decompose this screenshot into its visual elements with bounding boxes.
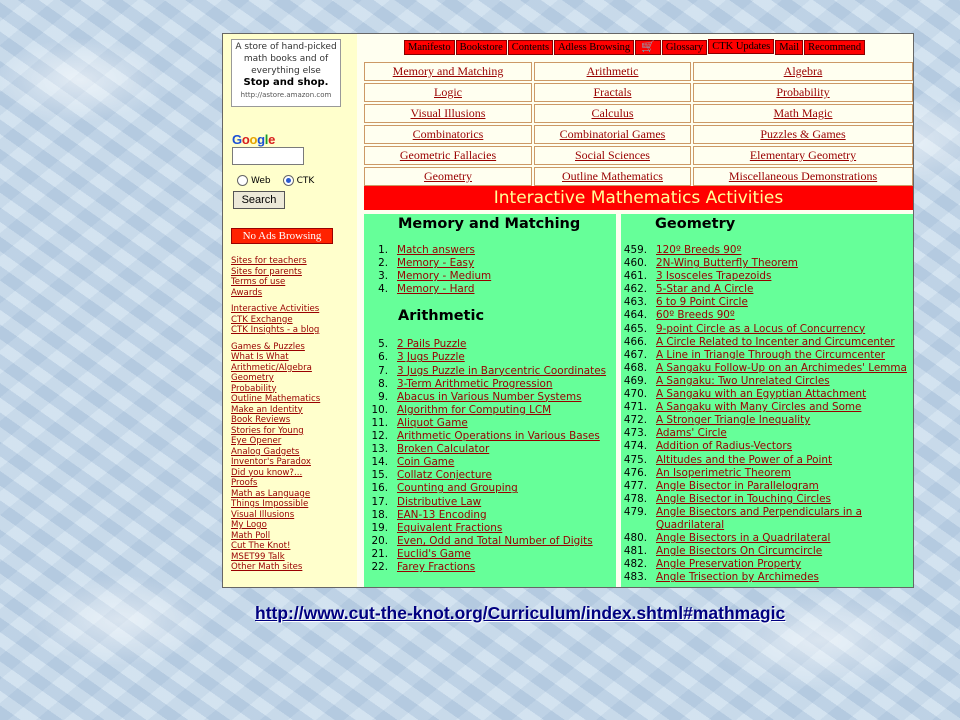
section-heading-arithmetic: Arithmetic: [398, 308, 485, 325]
list-item: [621, 545, 913, 558]
item-number: 461.: [623, 270, 647, 283]
browser-page: [222, 33, 914, 588]
sidebar-link[interactable]: Outline Mathematics: [231, 394, 321, 404]
item-number: 18.: [371, 508, 388, 521]
google-logo: [232, 132, 275, 147]
list-item: [621, 427, 913, 440]
list-item: [364, 391, 616, 404]
item-link[interactable]: Even, Odd and Total Number of Digits: [397, 534, 593, 547]
item-number: 2.: [378, 257, 388, 270]
bookstore-ad[interactable]: [231, 39, 341, 107]
item-link[interactable]: Angle Trisection by Archimedes: [656, 571, 819, 584]
item-link[interactable]: A Sangaku with an Egyptian Attachment: [656, 388, 867, 401]
caption-url-link[interactable]: http://www.cut-the-knot.org/Curriculum/index.shtml#mathmagic: [255, 603, 786, 623]
item-number: 10.: [371, 403, 388, 416]
list-item: [364, 496, 616, 509]
item-link[interactable]: Equivalent Fractions: [397, 521, 503, 534]
section-heading-memory: Memory and Matching: [398, 216, 581, 232]
item-number: 460.: [623, 257, 647, 270]
list-item: [621, 375, 913, 388]
category-link[interactable]: Miscellaneous Demonstrations: [693, 167, 913, 186]
item-number: 478.: [623, 492, 647, 505]
item-link[interactable]: Altitudes and the Power of a Point: [656, 453, 833, 466]
topnav-item[interactable]: Glossary: [662, 40, 707, 55]
search-scope: [237, 175, 314, 186]
topnav-item[interactable]: Contents: [508, 40, 553, 55]
item-number: 482.: [623, 558, 647, 571]
item-number: 1.: [378, 244, 388, 256]
list-item: [364, 456, 616, 469]
sidebar-link[interactable]: Terms of use: [231, 277, 286, 287]
list-item: [621, 571, 913, 584]
list-item: [621, 349, 913, 362]
list-item: [621, 362, 913, 375]
ad-cta: Stop and shop.: [243, 77, 329, 88]
item-number: 14.: [371, 456, 388, 469]
item-number: 470.: [623, 388, 647, 401]
item-link[interactable]: Memory - Medium: [397, 270, 492, 283]
list-item: [364, 351, 616, 364]
item-number: 17.: [371, 495, 388, 508]
topnav-item[interactable]: Manifesto: [404, 40, 455, 55]
radio-ctk[interactable]: [283, 175, 294, 186]
item-link-continuation[interactable]: Quadrilateral: [656, 518, 725, 531]
list-item: [621, 493, 913, 506]
item-number: 477.: [623, 479, 647, 492]
item-link[interactable]: Angle Bisectors in a Quadrilateral: [656, 532, 831, 545]
list-item: [364, 417, 616, 430]
list-item: [621, 257, 913, 270]
list-item: [621, 296, 913, 309]
item-number: 9.: [378, 390, 388, 403]
item-number: 471.: [623, 401, 647, 414]
item-link[interactable]: Abacus in Various Number Systems: [397, 390, 582, 403]
list-item: [621, 336, 913, 349]
item-link[interactable]: Match answers: [397, 244, 475, 256]
geometry-list: [621, 244, 913, 584]
search-input[interactable]: [232, 147, 304, 165]
category-link[interactable]: Social Sciences: [534, 146, 691, 165]
item-number: 16.: [371, 482, 388, 495]
sidebar-link[interactable]: CTK Insights - a blog: [231, 325, 320, 335]
radio-web[interactable]: [237, 175, 248, 186]
category-link[interactable]: Puzzles & Games: [693, 125, 913, 144]
google-logo-letter: o: [241, 132, 250, 147]
radio-web-label: Web: [251, 175, 271, 186]
sidebar-link[interactable]: Interactive Activities: [231, 304, 320, 314]
category-link[interactable]: Logic: [364, 83, 532, 102]
item-number: 483.: [623, 571, 647, 584]
category-link[interactable]: Visual Illusions: [364, 104, 532, 123]
item-number: 466.: [623, 335, 647, 348]
list-item: [621, 558, 913, 571]
google-logo-letter: o: [249, 132, 258, 147]
item-number: 468.: [623, 361, 647, 374]
sidebar-link[interactable]: Math Poll: [231, 530, 271, 541]
item-number: 469.: [623, 374, 647, 387]
list-item: [364, 257, 616, 270]
topnav-item[interactable]: CTK Updates: [708, 39, 774, 54]
sidebar-link[interactable]: Probability: [231, 383, 277, 394]
sidebar-link-group: [231, 342, 320, 573]
item-link[interactable]: Addition of Radius-Vectors: [656, 440, 793, 453]
item-number: 13.: [371, 443, 388, 456]
item-number: 21.: [371, 547, 388, 560]
top-nav: [404, 40, 866, 55]
sidebar-link[interactable]: Sites for teachers: [231, 256, 307, 266]
item-number: 11.: [371, 416, 388, 429]
item-link[interactable]: An Isoperimetric Theorem: [656, 466, 791, 479]
item-number: 473.: [623, 427, 647, 440]
sidebar-link[interactable]: Arithmetic/Algebra: [231, 362, 312, 373]
item-link[interactable]: 3 Jugs Puzzle in Barycentric Coordinates: [397, 364, 607, 377]
sidebar-link[interactable]: MSET99 Talk: [231, 551, 285, 562]
category-link[interactable]: Algebra: [693, 62, 913, 81]
item-link[interactable]: A Sangaku Follow-Up on an Archimedes' Lemma: [656, 361, 907, 374]
sidebar-link[interactable]: Proofs: [231, 478, 258, 488]
item-link[interactable]: Angle Preservation Property: [656, 558, 802, 571]
right-panel: [621, 214, 913, 588]
list-item: [364, 244, 616, 257]
category-grid: [364, 62, 913, 186]
sidebar-link[interactable]: Make an Identity: [231, 404, 303, 415]
item-link[interactable]: Angle Bisector in Touching Circles: [656, 492, 831, 505]
list-item: [364, 535, 616, 548]
item-number: 464.: [623, 309, 647, 322]
item-number: 465.: [623, 322, 647, 335]
list-item: [364, 561, 616, 574]
sidebar-link[interactable]: Eye Opener: [231, 436, 282, 446]
category-link[interactable]: Calculus: [534, 104, 691, 123]
item-link[interactable]: Euclid's Game: [397, 547, 471, 560]
ad-url: http://astore.amazon.com: [240, 91, 332, 99]
category-link[interactable]: Arithmetic: [534, 62, 691, 81]
item-number: 462.: [623, 283, 647, 296]
list-item: [364, 482, 616, 495]
item-number: 463.: [623, 296, 647, 309]
item-number: 7.: [378, 364, 388, 377]
no-ads-browsing-button[interactable]: No Ads Browsing: [231, 228, 333, 244]
item-link[interactable]: EAN-13 Encoding: [397, 508, 487, 521]
sidebar-link[interactable]: Math as Language: [231, 488, 311, 499]
item-number: 472.: [623, 414, 647, 427]
item-number: 475.: [623, 453, 647, 466]
sidebar-link[interactable]: Visual Illusions: [231, 509, 295, 520]
item-number: 15.: [371, 469, 388, 482]
sidebar-link[interactable]: Things Impossible: [231, 499, 309, 509]
memory-list: [364, 244, 616, 296]
list-item: [621, 440, 913, 453]
list-item: [621, 388, 913, 401]
item-link[interactable]: Farey Fractions: [397, 560, 476, 573]
item-link[interactable]: A Line in Triangle Through the Circumcenter: [656, 348, 886, 361]
sidebar-link[interactable]: My Logo: [231, 520, 267, 530]
item-link[interactable]: A Sangaku with Many Circles and Some: [656, 401, 862, 414]
sidebar-link[interactable]: CTK Exchange: [231, 314, 293, 325]
item-link[interactable]: 2N-Wing Butterfly Theorem: [656, 257, 798, 270]
item-link[interactable]: Distributive Law: [397, 495, 482, 508]
item-number: 479.: [623, 505, 647, 518]
list-item: [364, 443, 616, 456]
category-link[interactable]: Combinatorial Games: [534, 125, 691, 144]
item-link[interactable]: Counting and Grouping: [397, 482, 518, 495]
item-number: 3.: [378, 270, 388, 283]
item-number: 20.: [371, 534, 388, 547]
item-number: 459.: [623, 244, 647, 256]
list-item: [364, 404, 616, 417]
item-link[interactable]: Broken Calculator: [397, 443, 490, 456]
item-link[interactable]: Adams' Circle: [656, 427, 727, 440]
item-number: 6.: [378, 351, 388, 364]
sidebar-link[interactable]: Book Reviews: [231, 415, 291, 425]
item-link[interactable]: 9-point Circle as a Locus of Concurrency: [656, 322, 866, 335]
list-item: [364, 522, 616, 535]
item-link[interactable]: Angle Bisectors and Perpendiculars in a: [656, 505, 862, 518]
radio-ctk-label: CTK: [296, 175, 315, 186]
item-number: 476.: [623, 466, 647, 479]
list-item: [621, 244, 913, 257]
category-link[interactable]: Memory and Matching: [364, 62, 532, 81]
sidebar-link-group: [231, 256, 320, 298]
item-number: 22.: [371, 560, 388, 573]
list-item: [364, 548, 616, 561]
list-item: [621, 401, 913, 414]
page-banner: Interactive Mathematics Activities: [364, 186, 913, 210]
sidebar-link[interactable]: Other Math sites: [231, 562, 303, 572]
list-item: [621, 467, 913, 480]
google-logo-letter: l: [264, 132, 269, 147]
list-item: [621, 480, 913, 493]
arithmetic-list: [364, 338, 616, 574]
list-item: [621, 506, 913, 519]
item-link[interactable]: 120º Breeds 90º: [656, 244, 742, 256]
section-heading-geometry: Geometry: [655, 216, 736, 232]
list-item: [364, 283, 616, 296]
list-item: [621, 270, 913, 283]
item-number: 474.: [623, 440, 647, 453]
item-link[interactable]: 5-Star and A Circle: [656, 283, 754, 296]
item-link[interactable]: Angle Bisector in Parallelogram: [656, 479, 819, 492]
sidebar-link[interactable]: Analog Gadgets: [231, 446, 300, 457]
google-logo-letter: G: [232, 132, 242, 147]
item-link[interactable]: Memory - Hard: [397, 283, 475, 296]
list-item: [621, 309, 913, 322]
item-number: 8.: [378, 377, 388, 390]
item-number: 467.: [623, 348, 647, 361]
item-link[interactable]: Collatz Conjecture: [397, 469, 492, 482]
item-number: 4.: [378, 283, 388, 296]
category-link[interactable]: Outline Mathematics: [534, 167, 691, 186]
item-link[interactable]: Memory - Easy: [397, 257, 475, 270]
sidebar-link[interactable]: Inventor's Paradox: [231, 457, 311, 467]
item-link[interactable]: 3 Isosceles Trapezoids: [656, 270, 772, 283]
item-link[interactable]: A Stronger Triangle Inequality: [656, 414, 811, 427]
sidebar-link[interactable]: Stories for Young: [231, 425, 304, 436]
list-item: [621, 454, 913, 467]
list-item: [621, 414, 913, 427]
category-link[interactable]: Fractals: [534, 83, 691, 102]
item-link[interactable]: A Sangaku: Two Unrelated Circles: [656, 374, 830, 387]
sidebar-link[interactable]: Cut The Knot!: [231, 541, 291, 551]
item-link[interactable]: Angle Bisectors On Circumcircle: [656, 545, 823, 558]
topnav-item[interactable]: Mail: [775, 40, 803, 55]
item-link[interactable]: A Circle Related to Incenter and Circumcenter: [656, 335, 895, 348]
google-logo-letter: g: [257, 132, 265, 147]
item-link[interactable]: Coin Game: [397, 456, 455, 469]
list-item: [621, 283, 913, 296]
item-link[interactable]: 3 Jugs Puzzle: [397, 351, 465, 364]
cart-icon[interactable]: 🛒: [635, 40, 661, 55]
list-item: [364, 430, 616, 443]
item-number: 12.: [371, 430, 388, 443]
list-item: [364, 509, 616, 522]
list-item: [364, 338, 616, 351]
item-number: 5.: [378, 338, 388, 351]
sidebar-links: [231, 256, 320, 579]
sidebar-link[interactable]: What Is What: [231, 352, 289, 362]
sidebar-link[interactable]: Sites for parents: [231, 266, 302, 277]
sidebar-link-group: [231, 304, 320, 336]
category-link[interactable]: Geometry: [364, 167, 532, 186]
sidebar-link[interactable]: Awards: [231, 287, 263, 298]
category-link[interactable]: Combinatorics: [364, 125, 532, 144]
category-link[interactable]: Probability: [693, 83, 913, 102]
google-logo-letter: e: [268, 132, 276, 147]
item-number: 481.: [623, 545, 647, 558]
sidebar: [223, 34, 357, 587]
list-item-continuation: [621, 519, 913, 532]
topnav-item[interactable]: Recommend: [804, 40, 865, 55]
topnav-item[interactable]: Adless Browsing: [554, 40, 634, 55]
item-link[interactable]: 3-Term Arithmetic Progression: [397, 377, 553, 390]
category-link[interactable]: Elementary Geometry: [693, 146, 913, 165]
item-number: 480.: [623, 532, 647, 545]
category-link[interactable]: Geometric Fallacies: [364, 146, 532, 165]
list-item: [364, 469, 616, 482]
item-link[interactable]: 60º Breeds 90º: [656, 309, 735, 322]
item-link[interactable]: 2 Pails Puzzle: [397, 338, 467, 351]
topnav-item[interactable]: Bookstore: [456, 40, 507, 55]
item-link[interactable]: 6 to 9 Point Circle: [656, 296, 748, 309]
category-link[interactable]: Math Magic: [693, 104, 913, 123]
item-number: 19.: [371, 521, 388, 534]
list-item: [364, 378, 616, 391]
item-link[interactable]: Aliquot Game: [397, 416, 468, 429]
list-item: [364, 365, 616, 378]
left-panel: [364, 214, 616, 588]
item-link[interactable]: Arithmetic Operations in Various Bases: [397, 430, 600, 443]
search-button[interactable]: Search: [233, 191, 285, 209]
list-item: [364, 270, 616, 283]
list-item: [621, 532, 913, 545]
sidebar-link[interactable]: Geometry: [231, 373, 274, 383]
sidebar-link[interactable]: Did you know?...: [231, 467, 303, 478]
sidebar-link[interactable]: Games & Puzzles: [231, 341, 305, 352]
ad-text: A store of hand-picked math books and of everything else: [235, 42, 337, 76]
list-item: [621, 323, 913, 336]
item-link[interactable]: Algorithm for Computing LCM: [397, 403, 552, 416]
